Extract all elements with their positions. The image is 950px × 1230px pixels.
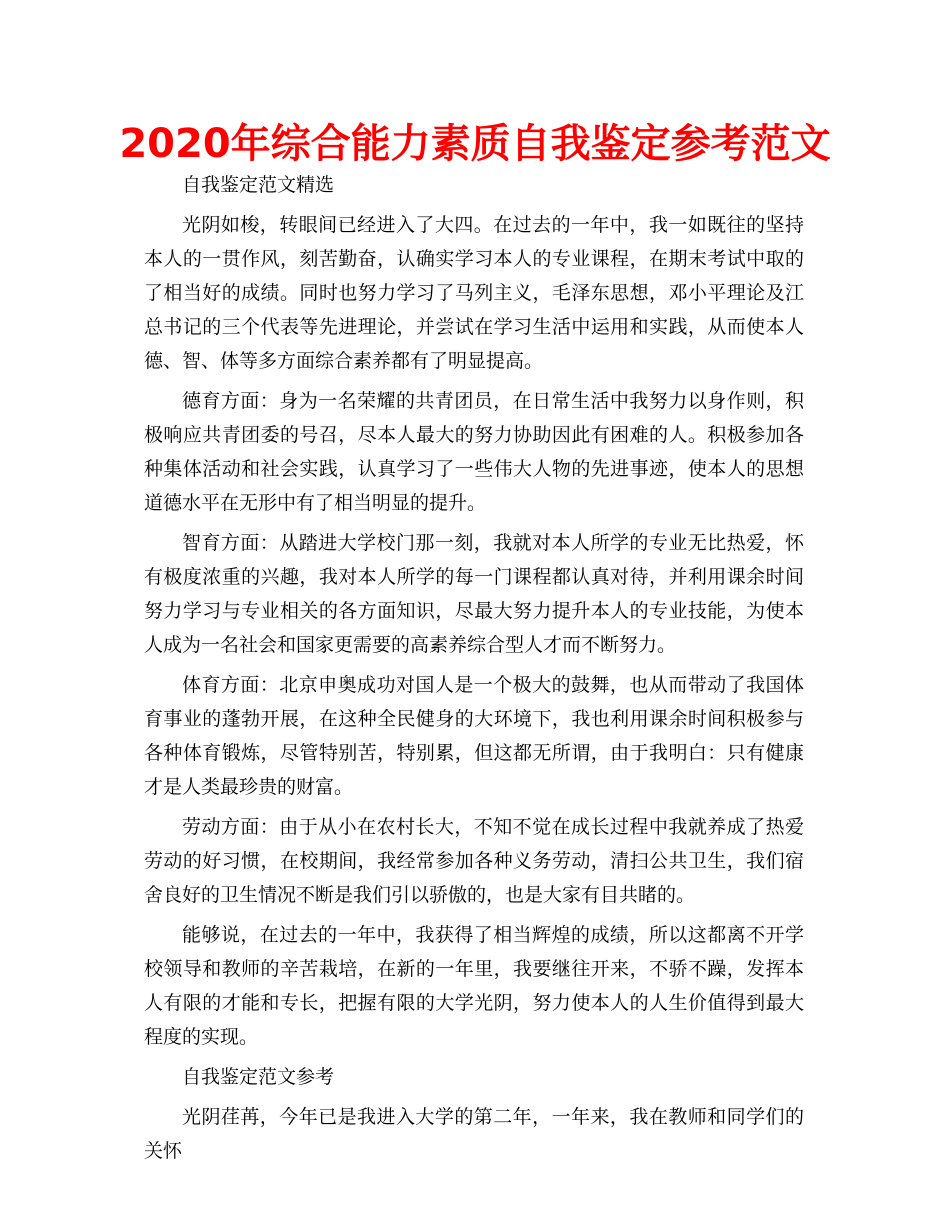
paragraph: 德育方面：身为一名荣耀的共青团员，在日常生活中我努力以身作则，积极响应共青团委的号召，尽本人最大的努力协助因此有困难的人。积极参加各种集体活动和社会实践，认真学习了一些伟大人物的先进事迹，使本人的思想道德水平在无形中有了相当明显的提升。: [144, 390, 804, 514]
paragraph: 光阴如梭，转眼间已经进入了大四。在过去的一年中，我一如既往的坚持本人的一贯作风，刻苦勤奋，认确实学习本人的专业课程，在期末考试中取的了相当好的成绩。同时也努力学习了马列主义，毛泽东思想，邓小平理论及江总书记的三个代表等先进理论，并尝试在学习生活中运用和实践，从而使本人德、智、体等多方面综合素养都有了明显提高。: [144, 214, 804, 372]
paragraph: 智育方面：从踏进大学校门那一刻，我就对本人所学的专业无比热爱，怀有极度浓重的兴趣，我对本人所学的每一门课程都认真对待，并利用课余时间努力学习与专业相关的各方面知识，尽最大努力提升本人的专业技能，为使本人成为一名社会和国家更需要的高素养综合型人才而不断努力。: [144, 532, 804, 656]
section-heading: 自我鉴定范文精选: [182, 174, 335, 196]
document-body: [144, 168, 804, 1174]
paragraph: 光阴荏苒，今年已是我进入大学的第二年，一年来，我在教师和同学们的关怀: [144, 1106, 804, 1162]
paragraph: 能够说，在过去的一年中，我获得了相当辉煌的成绩，所以这都离不开学校领导和教师的辛苦栽培，在新的一年里，我要继往开来，不骄不躁，发挥本人有限的才能和专长，把握有限的大学光阴，努力使本人的人生价值得到最大程度的实现。: [144, 924, 804, 1048]
paragraph: 劳动方面：由于从小在农村长大，不知不觉在成长过程中我就养成了热爱劳动的好习惯，在校期间，我经常参加各种义务劳动，清扫公共卫生，我们宿舍良好的卫生情况不断是我们引以骄傲的，也是大家有目共睹的。: [144, 816, 804, 906]
paragraph: 体育方面：北京申奥成功对国人是一个极大的鼓舞，也从而带动了我国体育事业的蓬勃开展，在这种全民健身的大环境下，我也利用课余时间积极参与各种体育锻炼，尽管特别苦，特别累，但这都无所谓，由于我明白：只有健康才是人类最珍贵的财富。: [144, 674, 804, 798]
section-heading: 自我鉴定范文参考: [182, 1066, 335, 1088]
document-title: 2020年综合能力素质自我鉴定参考范文: [119, 121, 831, 167]
